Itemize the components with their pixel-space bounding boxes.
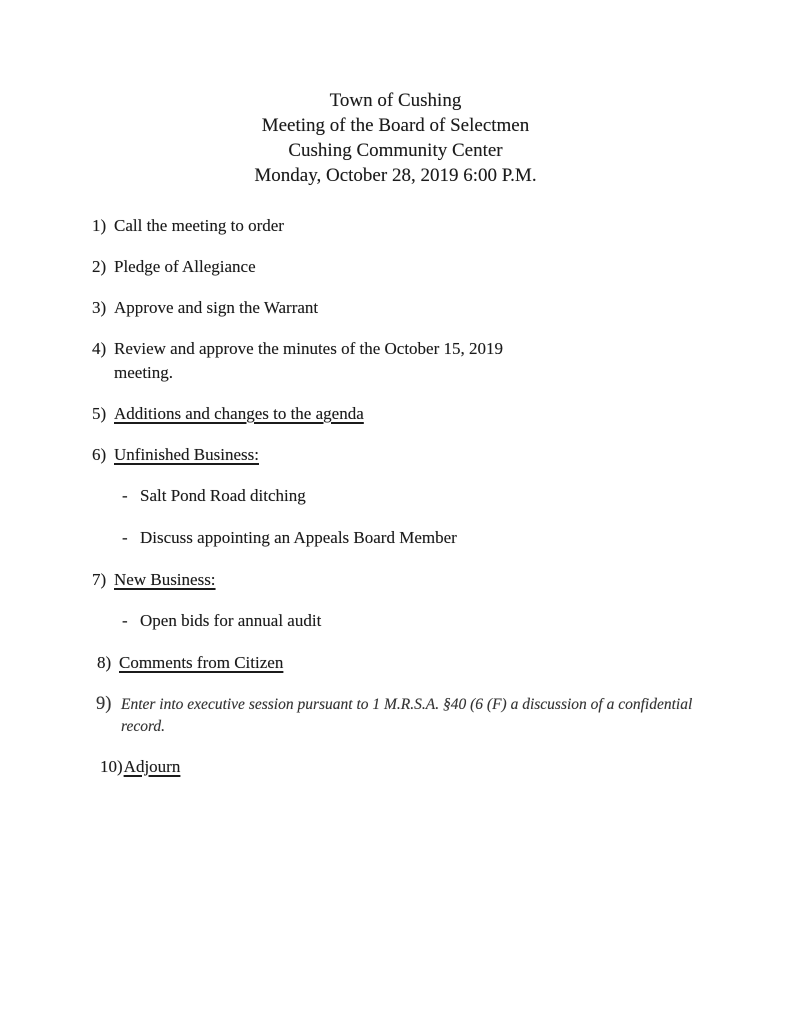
header-datetime: Monday, October 28, 2019 6:00 P.M. xyxy=(254,165,537,186)
item-number: 1) xyxy=(92,216,107,235)
item-text: Adjourn xyxy=(123,757,181,776)
item-number: 10) xyxy=(100,757,123,776)
item-text: New Business: xyxy=(114,570,216,589)
sub-item-text: Discuss appointing an Appeals Board Member xyxy=(140,528,457,547)
dash-bullet: - xyxy=(122,486,128,505)
item-text: Approve and sign the Warrant xyxy=(114,298,319,317)
sub-item-text: Open bids for annual audit xyxy=(140,611,322,630)
agenda-item-unfinished-business xyxy=(92,443,731,467)
agenda-item-warrant xyxy=(92,296,731,320)
header-location: Cushing Community Center xyxy=(288,140,503,161)
agenda-item-adjourn xyxy=(100,755,731,779)
sub-item-annual-audit-bids xyxy=(92,609,731,633)
header-town-name: Town of Cushing xyxy=(329,90,462,111)
item-text: Review and approve the minutes of the October 15, 2019 meeting. xyxy=(114,339,504,382)
sub-item-appeals-board-member xyxy=(92,526,731,550)
agenda-item-new-business xyxy=(92,568,731,592)
item-number: 8) xyxy=(97,653,112,672)
item-number: 6) xyxy=(92,445,107,464)
item-number: 5) xyxy=(92,404,107,423)
agenda-item-pledge xyxy=(92,255,731,279)
item-number: 9) xyxy=(96,694,112,714)
sub-item-salt-pond-ditching xyxy=(92,484,731,508)
agenda-item-executive-session xyxy=(96,692,731,738)
item-text: Enter into executive session pursuant to 1 M.R.S.A. §40 (6 (F) a discussion of a confidential record. xyxy=(121,696,693,735)
item-text: Additions and changes to the agenda xyxy=(114,404,364,423)
dash-bullet: - xyxy=(122,528,128,547)
dash-bullet: - xyxy=(122,611,128,630)
agenda-list xyxy=(0,214,791,779)
item-text: Comments from Citizen xyxy=(119,653,284,672)
item-number: 2) xyxy=(92,257,107,276)
item-text: Call the meeting to order xyxy=(114,216,284,235)
agenda-item-call-to-order xyxy=(92,214,731,238)
header-meeting-title: Meeting of the Board of Selectmen xyxy=(261,115,530,136)
agenda-item-minutes xyxy=(92,337,731,385)
item-number: 4) xyxy=(92,339,107,358)
agenda-item-additions xyxy=(92,402,731,426)
item-number: 3) xyxy=(92,298,107,317)
sub-item-text: Salt Pond Road ditching xyxy=(140,486,306,505)
agenda-item-citizen-comments xyxy=(97,651,731,675)
item-number: 7) xyxy=(92,570,107,589)
item-text: Pledge of Allegiance xyxy=(114,257,256,276)
item-text: Unfinished Business: xyxy=(114,445,259,464)
document-header xyxy=(0,88,791,188)
